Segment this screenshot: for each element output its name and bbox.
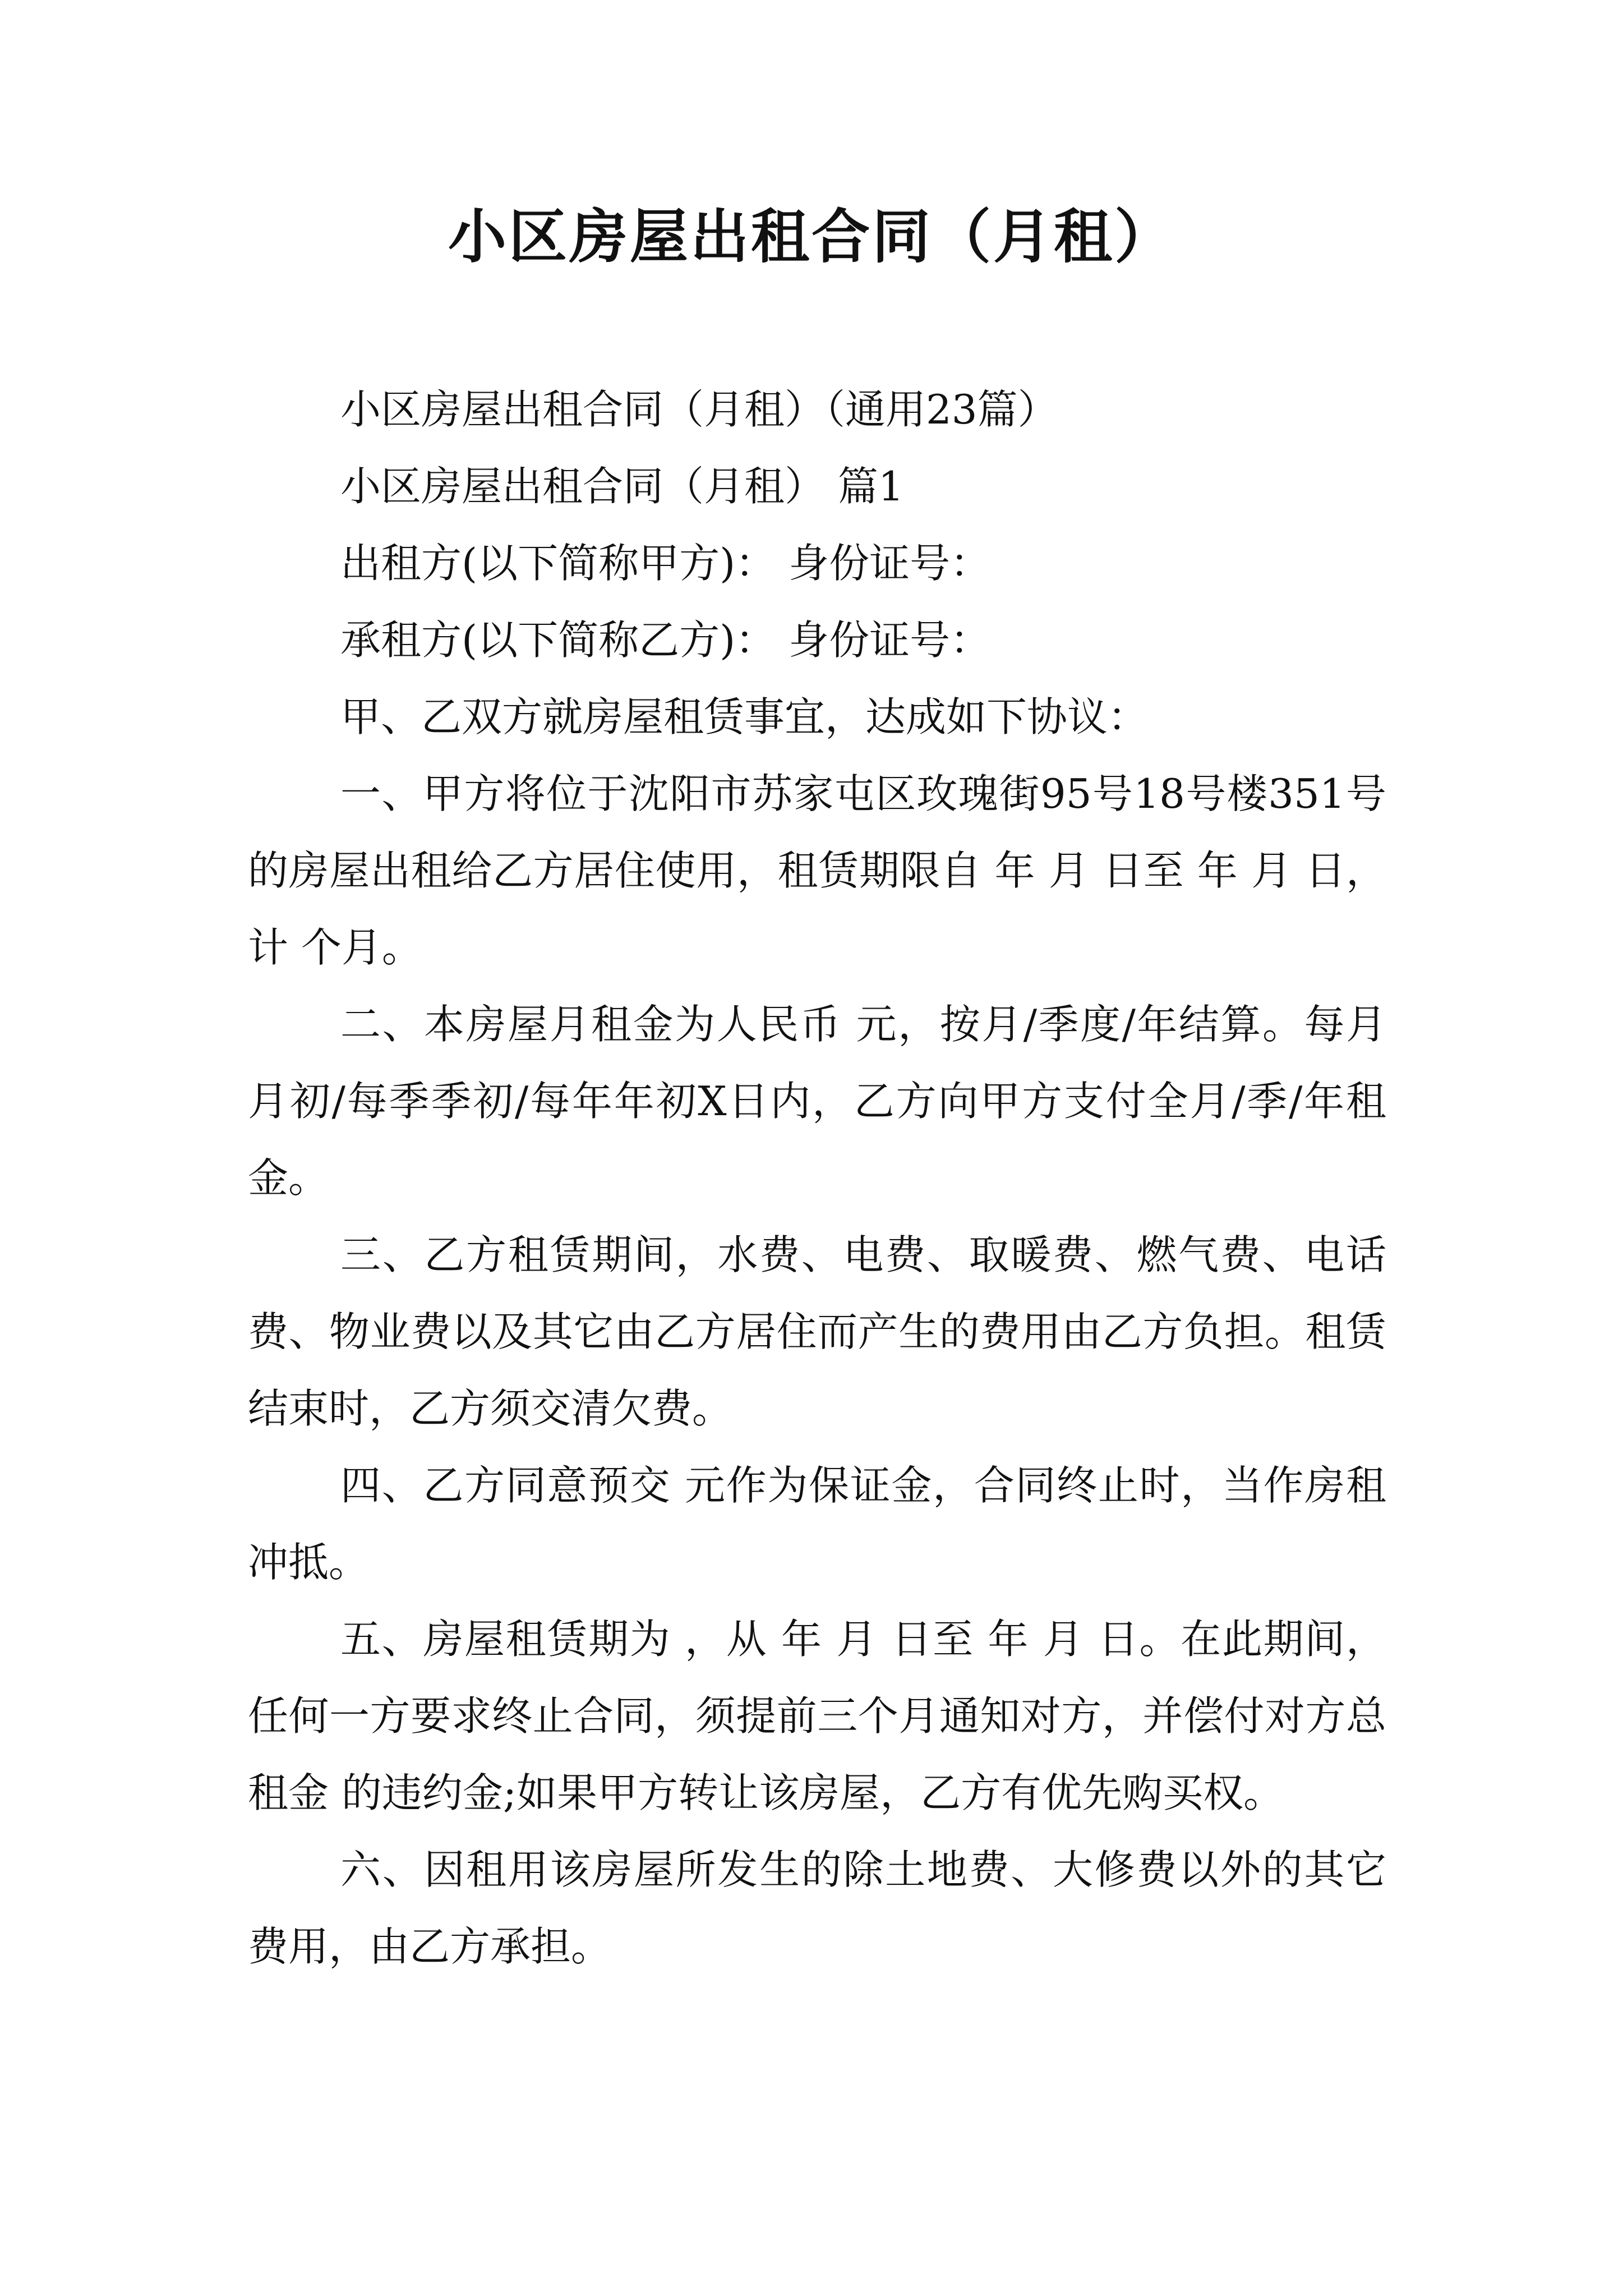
paragraph-series-title: 小区房屋出租合同（月租）（通用23篇） xyxy=(340,386,1058,433)
clause-5-term: 五、房屋租赁期为 ，从 年 月 日至 年 月 日。在此期间，任何一方要求终止合同，须提前三个月通知对方，并偿付对方总租金 的违约金;如果甲方转让该房屋，乙方有优先购买权。 xyxy=(248,1616,1386,1816)
paragraph-part-heading: 小区房屋出租合同（月租） 篇1 xyxy=(340,463,904,510)
clause-6-other-fees: 六、因租用该房屋所发生的除土地费、大修费以外的其它费用，由乙方承担。 xyxy=(248,1846,1386,1970)
clause-4-deposit: 四、乙方同意预交 元作为保证金，合同终止时，当作房租冲抵。 xyxy=(248,1462,1386,1586)
clause-1-premises: 一、甲方将位于沈阳市苏家屯区玫瑰街95号18号楼351号的房屋出租给乙方居住使用，租赁期限自 年 月 日至 年 月 日，计 个月。 xyxy=(248,770,1386,971)
paragraph-lessor: 出租方(以下简称甲方)： 身份证号： xyxy=(340,540,991,587)
paragraph-lessee: 承租方(以下简称乙方)： 身份证号： xyxy=(340,616,991,664)
clause-2-rent: 二、本房屋月租金为人民币 元，按月/季度/年结算。每月月初/每季季初/每年年初X日内，乙方向甲方支付全月/季/年租金。 xyxy=(248,1001,1386,1202)
paragraph-agreement-intro: 甲、乙双方就房屋租赁事宜，达成如下协议： xyxy=(340,693,1149,740)
document-body xyxy=(248,371,1386,1985)
document-title: 小区房屋出租合同（月租） xyxy=(448,202,1175,271)
clause-3-utilities: 三、乙方租赁期间，水费、电费、取暖费、燃气费、电话费、物业费以及其它由乙方居住而产生的费用由乙方负担。租赁结束时，乙方须交清欠费。 xyxy=(248,1231,1386,1432)
